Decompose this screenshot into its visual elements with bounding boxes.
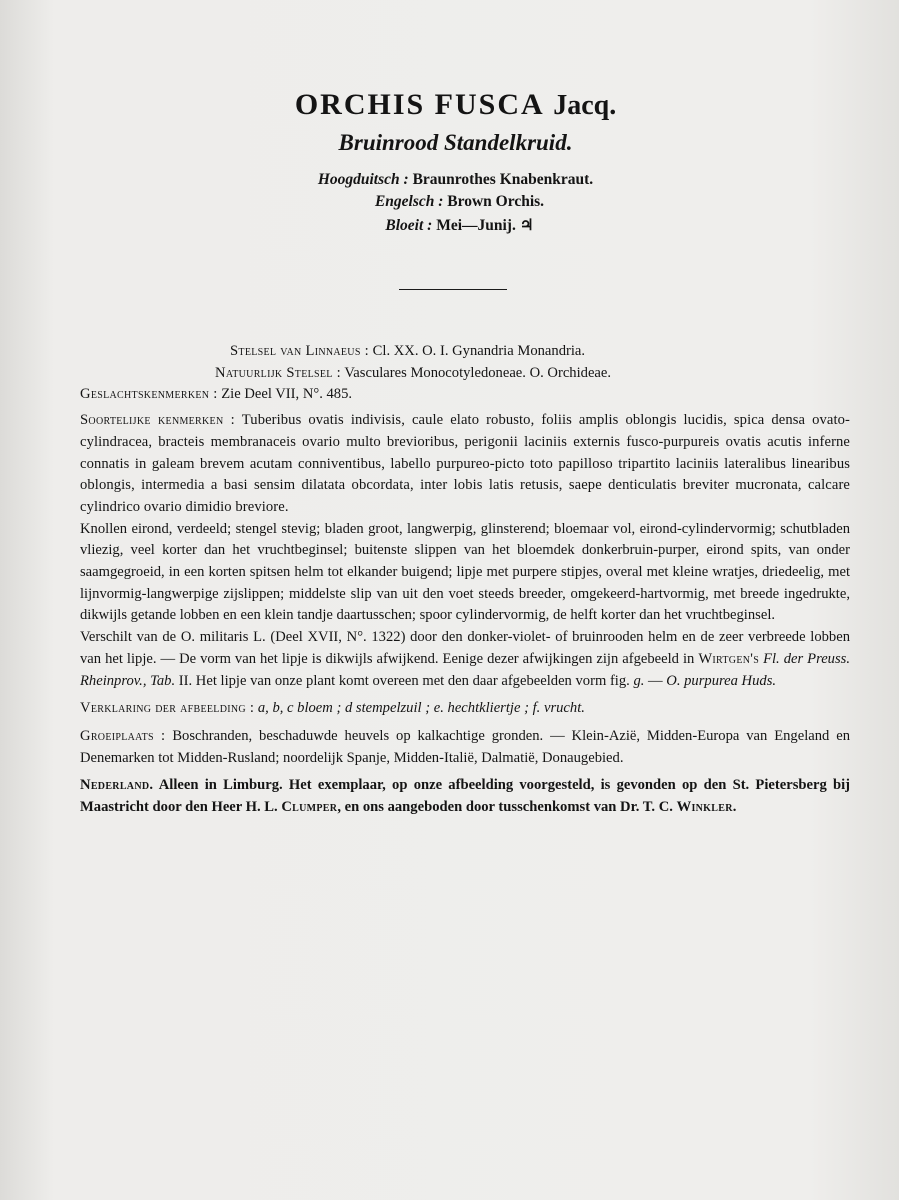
meta-english-value: Brown Orchis. — [447, 193, 545, 210]
divider-rule — [399, 289, 507, 290]
linnaeus-line — [80, 341, 850, 363]
verklaring-line — [80, 698, 850, 720]
geslacht-value: Zie Deel VII, N°. 485. — [221, 386, 353, 403]
nederland-text3: . — [732, 799, 737, 816]
meta-german-label: Hoogduitsch : — [317, 171, 409, 188]
nederland-paragraph — [80, 775, 850, 818]
page-subtitle: Bruinrood Standelkruid. — [338, 130, 573, 155]
meta-bloom — [10, 216, 899, 235]
verschilt-text2: II. Het lipje van onze plant komt overeen met den daar afgebeelden vorm fig. — [175, 672, 634, 689]
soortelijke-dutch: Knollen eirond, verdeeld; stengel stevig; bladen groot, langwerpig, glinsterend; bloemaar vol, eirond-cylindervormig; schutbladen vliezig, veel korter dan het vruchtbeginsel; buitenste slippen van het bloemdek donkerbruin-purper, eirond spits, van onder saamgegroeid, in een korten spitsen helm tot elkander buigend; lipje met purpere stipjes, overal met kleine wratjes, driedeelig, met lijnvormig-langwerpige zijslippen; middelste slip van uit den voet steeds breeder, omgekeerd-hartvormig, met breede ingedrukte, dikwijls getande lobben en een klein tandje daartusschen; spoor cylindervormig, de helft korter dan het vruchtbeginsel. — [80, 520, 850, 624]
verschilt-purpurea: O. purpurea Huds. — [666, 672, 777, 689]
natuurlijk-value: Vasculares Monocotyledoneae. O. Orchideae. — [344, 364, 612, 381]
linnaeus-label: Stelsel van Linnaeus : — [230, 343, 369, 359]
geslacht-label: Geslachtskenmerken : — [80, 386, 218, 403]
geslacht-line — [80, 384, 850, 406]
nederland-text1: Alleen in Limburg. Het exemplaar, op onze afbeelding voorgesteld, is gevonden op den St. Pietersberg bij Maastricht door den Heer H. L. — [80, 777, 851, 816]
meta-german — [6, 171, 899, 189]
title-author: Jacq. — [553, 90, 617, 121]
groeiplaats-text: Boschranden, beschaduwde heuvels op kalkachtige gronden. — Klein-Azië, Midden-Europa van Engeland en Denemarken tot Midden-Rusland; noordelijk Spanje, Midden-Italië, Dalmatië, Donaugebied. — [80, 727, 850, 766]
verschilt-text3: — — [644, 672, 667, 689]
verklaring-text: a, b, c bloem ; d stempelzuil ; e. hechtkliertje ; f. vrucht. — [257, 700, 585, 717]
body-text — [80, 341, 850, 819]
verschilt-ref: Fl. der Preuss. Rheinprov., Tab. — [80, 650, 850, 689]
groeiplaats-label: Groeiplaats : — [80, 727, 166, 744]
verschilt-wirtgen: Wirtgen's — [698, 650, 760, 667]
nederland-clumper: Clumper — [281, 799, 338, 816]
natuurlijk-label: Natuurlijk Stelsel : — [215, 364, 341, 381]
meta-german-value: Braunrothes Knabenkraut. — [412, 171, 594, 188]
verschilt-text1: Verschilt van de O. militaris L. (Deel XVII, N°. 1322) door den donker-violet- of bruinrooden helm en de zeer verbreede lobben van het lipje. — De vorm van het lipje is dikwijls afwijkend. Eenige dezer afwijkingen zijn afgebeeld in — [80, 629, 850, 667]
natuurlijk-line — [80, 363, 850, 385]
nederland-label: Nederland. — [80, 777, 154, 794]
soortelijke-latin: Tuberibus ovatis indivisis, caule elato robusto, foliis amplis oblongis lucidis, spica densa ovato-cylindracea, bracteis membranaceis ovario multo brevioribus, perigonii laciniis externis fusco-purpureis ovatis acutis inferne connatis in galeam brevem acutam conniventibus, labello purpureo-picto toto papilloso tripartito laciniis lateralibus linearibus oblongis, intermedia a basi sensim dilatata obcordata, inter lobis latis retusis, saepe denticulatis breviter mucronata, calcare cylindrico ovario dimidio breviore. — [80, 412, 850, 515]
soortelijke-dutch-paragraph — [80, 519, 850, 628]
verschilt-fig: g. — [633, 672, 645, 689]
meta-english-label: Engelsch : — [374, 193, 444, 210]
nederland-text2: , en ons aangeboden door tusschenkomst van Dr. T. C. — [337, 799, 677, 816]
meta-english — [10, 193, 899, 211]
linnaeus-value: Cl. XX. O. I. Gynandria Monandria. — [372, 343, 586, 359]
meta-bloom-label: Bloeit : — [385, 217, 433, 234]
soortelijke-label: Soortelijke kenmerken : — [80, 412, 236, 429]
verklaring-label: Verklaring der afbeelding : — [80, 700, 255, 717]
title-genus: ORCHIS FUSCA — [294, 88, 545, 121]
soortelijke-paragraph — [80, 410, 850, 519]
meta-bloom-value: Mei—Junij. ♃ — [436, 217, 534, 234]
nederland-winkler: Winkler — [676, 799, 733, 816]
page-title — [6, 88, 899, 122]
groeiplaats-paragraph — [80, 726, 850, 769]
verschilt-paragraph — [80, 627, 850, 692]
